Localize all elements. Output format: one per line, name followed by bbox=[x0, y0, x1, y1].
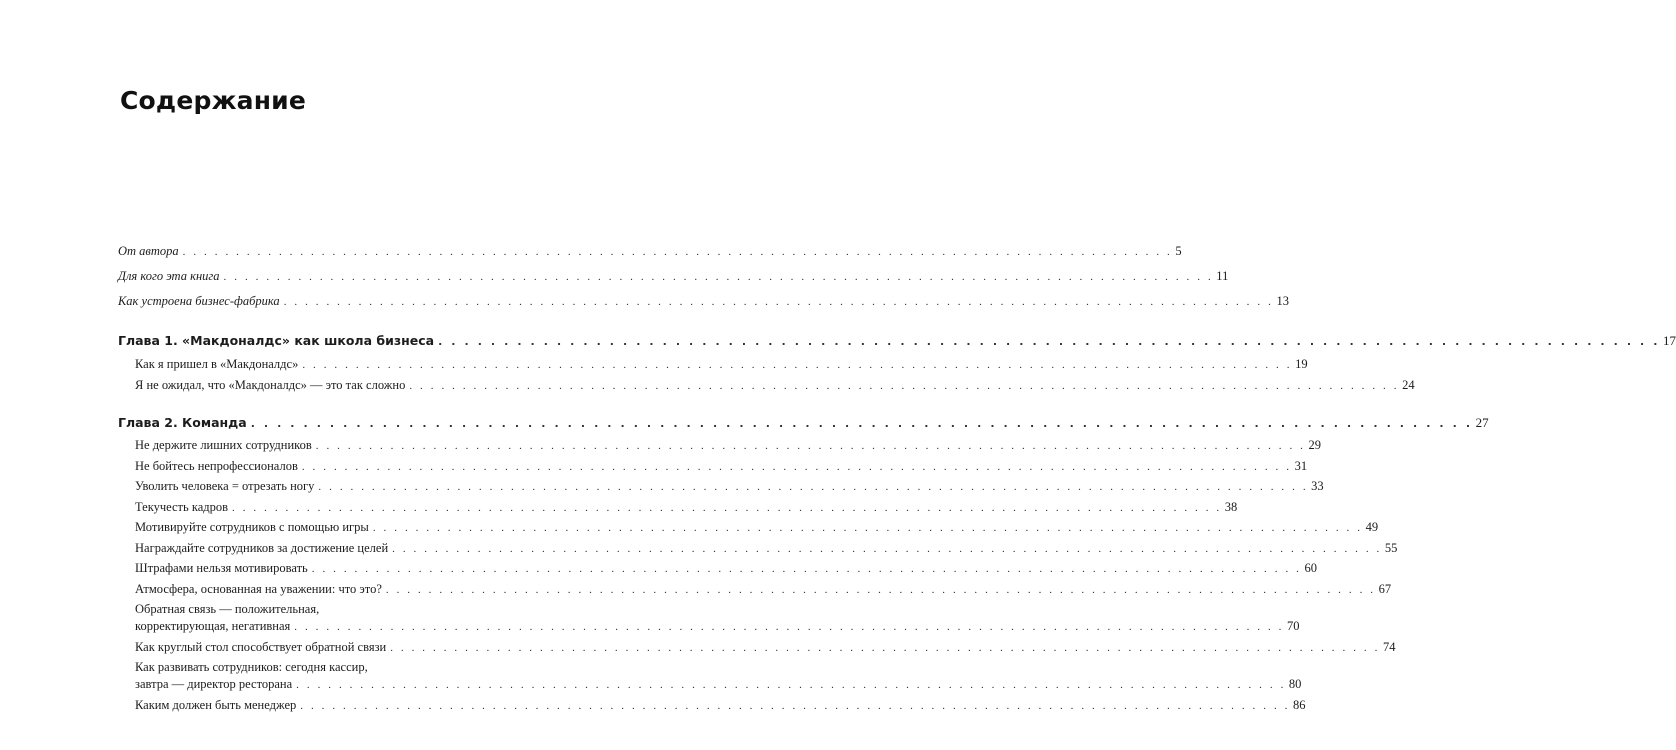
toc-section[interactable] bbox=[118, 639, 1396, 657]
toc-page-number: 11 bbox=[1216, 269, 1229, 283]
leader-dots bbox=[318, 479, 1308, 496]
toc-section[interactable] bbox=[118, 540, 1398, 558]
toc-page-number: 70 bbox=[1287, 619, 1300, 633]
leader-dots bbox=[438, 333, 1660, 351]
toc-page-number: 31 bbox=[1294, 458, 1308, 473]
toc-section[interactable] bbox=[118, 377, 1415, 395]
toc-page-number: 13 bbox=[1276, 294, 1289, 308]
toc-entry-business-factory[interactable] bbox=[118, 293, 1289, 311]
toc-entry-label: Как устроена бизнес-фабрика bbox=[118, 294, 280, 308]
toc-section-label: Атмосфера, основанная на уважении: что это? bbox=[135, 581, 382, 596]
toc-section[interactable] bbox=[118, 356, 1308, 374]
toc-section[interactable] bbox=[118, 697, 1306, 715]
toc-entry-from-author[interactable] bbox=[118, 243, 1182, 261]
toc-section-label-line1: Как развивать сотрудников: сегодня кассир, bbox=[135, 660, 368, 674]
leader-dots bbox=[392, 541, 1382, 558]
toc-page-number: 67 bbox=[1378, 581, 1392, 596]
page-title: Содержание bbox=[120, 86, 307, 115]
chapter-title: Глава 1. «Макдоналдс» как школа бизнеса bbox=[118, 333, 435, 348]
leader-dots bbox=[390, 640, 1380, 657]
leader-dots bbox=[386, 582, 1376, 599]
toc-section[interactable] bbox=[118, 560, 1317, 578]
toc-page-number: 24 bbox=[1402, 377, 1415, 392]
toc-page-number: 80 bbox=[1288, 677, 1302, 691]
leader-dots bbox=[284, 294, 1274, 311]
toc-section[interactable] bbox=[118, 581, 1392, 599]
toc-section-label: Каким должен быть менеджер bbox=[135, 697, 297, 712]
toc-page-number: 38 bbox=[1224, 499, 1238, 514]
chapter-title: Глава 2. Команда bbox=[118, 415, 247, 430]
toc-page-number: 19 bbox=[1295, 357, 1308, 371]
toc-page-number: 49 bbox=[1365, 520, 1379, 534]
toc-section[interactable] bbox=[118, 458, 1308, 476]
toc-entry-label: Для кого эта книга bbox=[118, 269, 220, 283]
toc-section-label: Как я пришел в «Макдоналдс» bbox=[135, 357, 299, 371]
leader-dots bbox=[300, 698, 1290, 715]
toc-page-number: 17 bbox=[1663, 333, 1676, 348]
toc-section-label: Как круглый стол способствует обратной связи bbox=[135, 639, 387, 654]
leader-dots bbox=[409, 378, 1399, 395]
toc-entry-label: От автора bbox=[118, 244, 179, 258]
toc-section-label: Текучесть кадров bbox=[135, 499, 229, 514]
toc-section-label-line2: корректирующая, негативная bbox=[135, 619, 291, 633]
toc-page-number: 55 bbox=[1384, 540, 1398, 555]
leader-dots bbox=[373, 520, 1363, 537]
toc-section-label: Награждайте сотрудников за достижение целей bbox=[135, 540, 389, 555]
toc-entry-audience[interactable] bbox=[118, 268, 1229, 286]
leader-dots bbox=[302, 357, 1292, 374]
toc-section-label: Не бойтесь непрофессионалов bbox=[135, 458, 298, 473]
toc-page-number: 74 bbox=[1382, 639, 1396, 654]
leader-dots bbox=[316, 438, 1306, 455]
leader-dots bbox=[296, 677, 1286, 694]
leader-dots bbox=[224, 269, 1214, 286]
toc-page-number: 29 bbox=[1308, 438, 1322, 452]
leader-dots bbox=[232, 500, 1222, 517]
toc-section-label-line1: Обратная связь — положительная, bbox=[135, 602, 320, 616]
leader-dots bbox=[183, 244, 1173, 261]
toc-section-label: Мотивируйте сотрудников с помощью игры bbox=[135, 520, 369, 534]
leader-dots bbox=[251, 415, 1473, 433]
toc-section[interactable] bbox=[118, 601, 1300, 636]
toc-section-label: Штрафами нельзя мотивировать bbox=[135, 561, 308, 575]
toc-section[interactable] bbox=[118, 478, 1324, 496]
toc-section[interactable] bbox=[118, 659, 1302, 694]
toc-chapter-1[interactable] bbox=[118, 332, 1676, 351]
toc-page-number: 86 bbox=[1293, 697, 1306, 712]
toc-section-label: Не держите лишних сотрудников bbox=[135, 438, 312, 452]
toc-section[interactable] bbox=[118, 437, 1322, 455]
toc-section[interactable] bbox=[118, 499, 1238, 517]
table-of-contents bbox=[118, 243, 1676, 717]
toc-page-number: 33 bbox=[1311, 479, 1324, 493]
toc-page-number: 27 bbox=[1475, 415, 1489, 430]
toc-section-label-line2: завтра — директор ресторана bbox=[135, 677, 293, 691]
leader-dots bbox=[302, 459, 1292, 476]
toc-section[interactable] bbox=[118, 519, 1379, 537]
toc-section-label: Уволить человека = отрезать ногу bbox=[135, 479, 315, 493]
toc-page-number: 60 bbox=[1304, 561, 1317, 575]
toc-section-label: Я не ожидал, что «Макдоналдс» — это так сложно bbox=[135, 377, 406, 392]
toc-chapter-2[interactable] bbox=[118, 414, 1489, 433]
toc-page-number: 5 bbox=[1175, 244, 1182, 258]
leader-dots bbox=[312, 561, 1302, 578]
leader-dots bbox=[294, 619, 1284, 636]
